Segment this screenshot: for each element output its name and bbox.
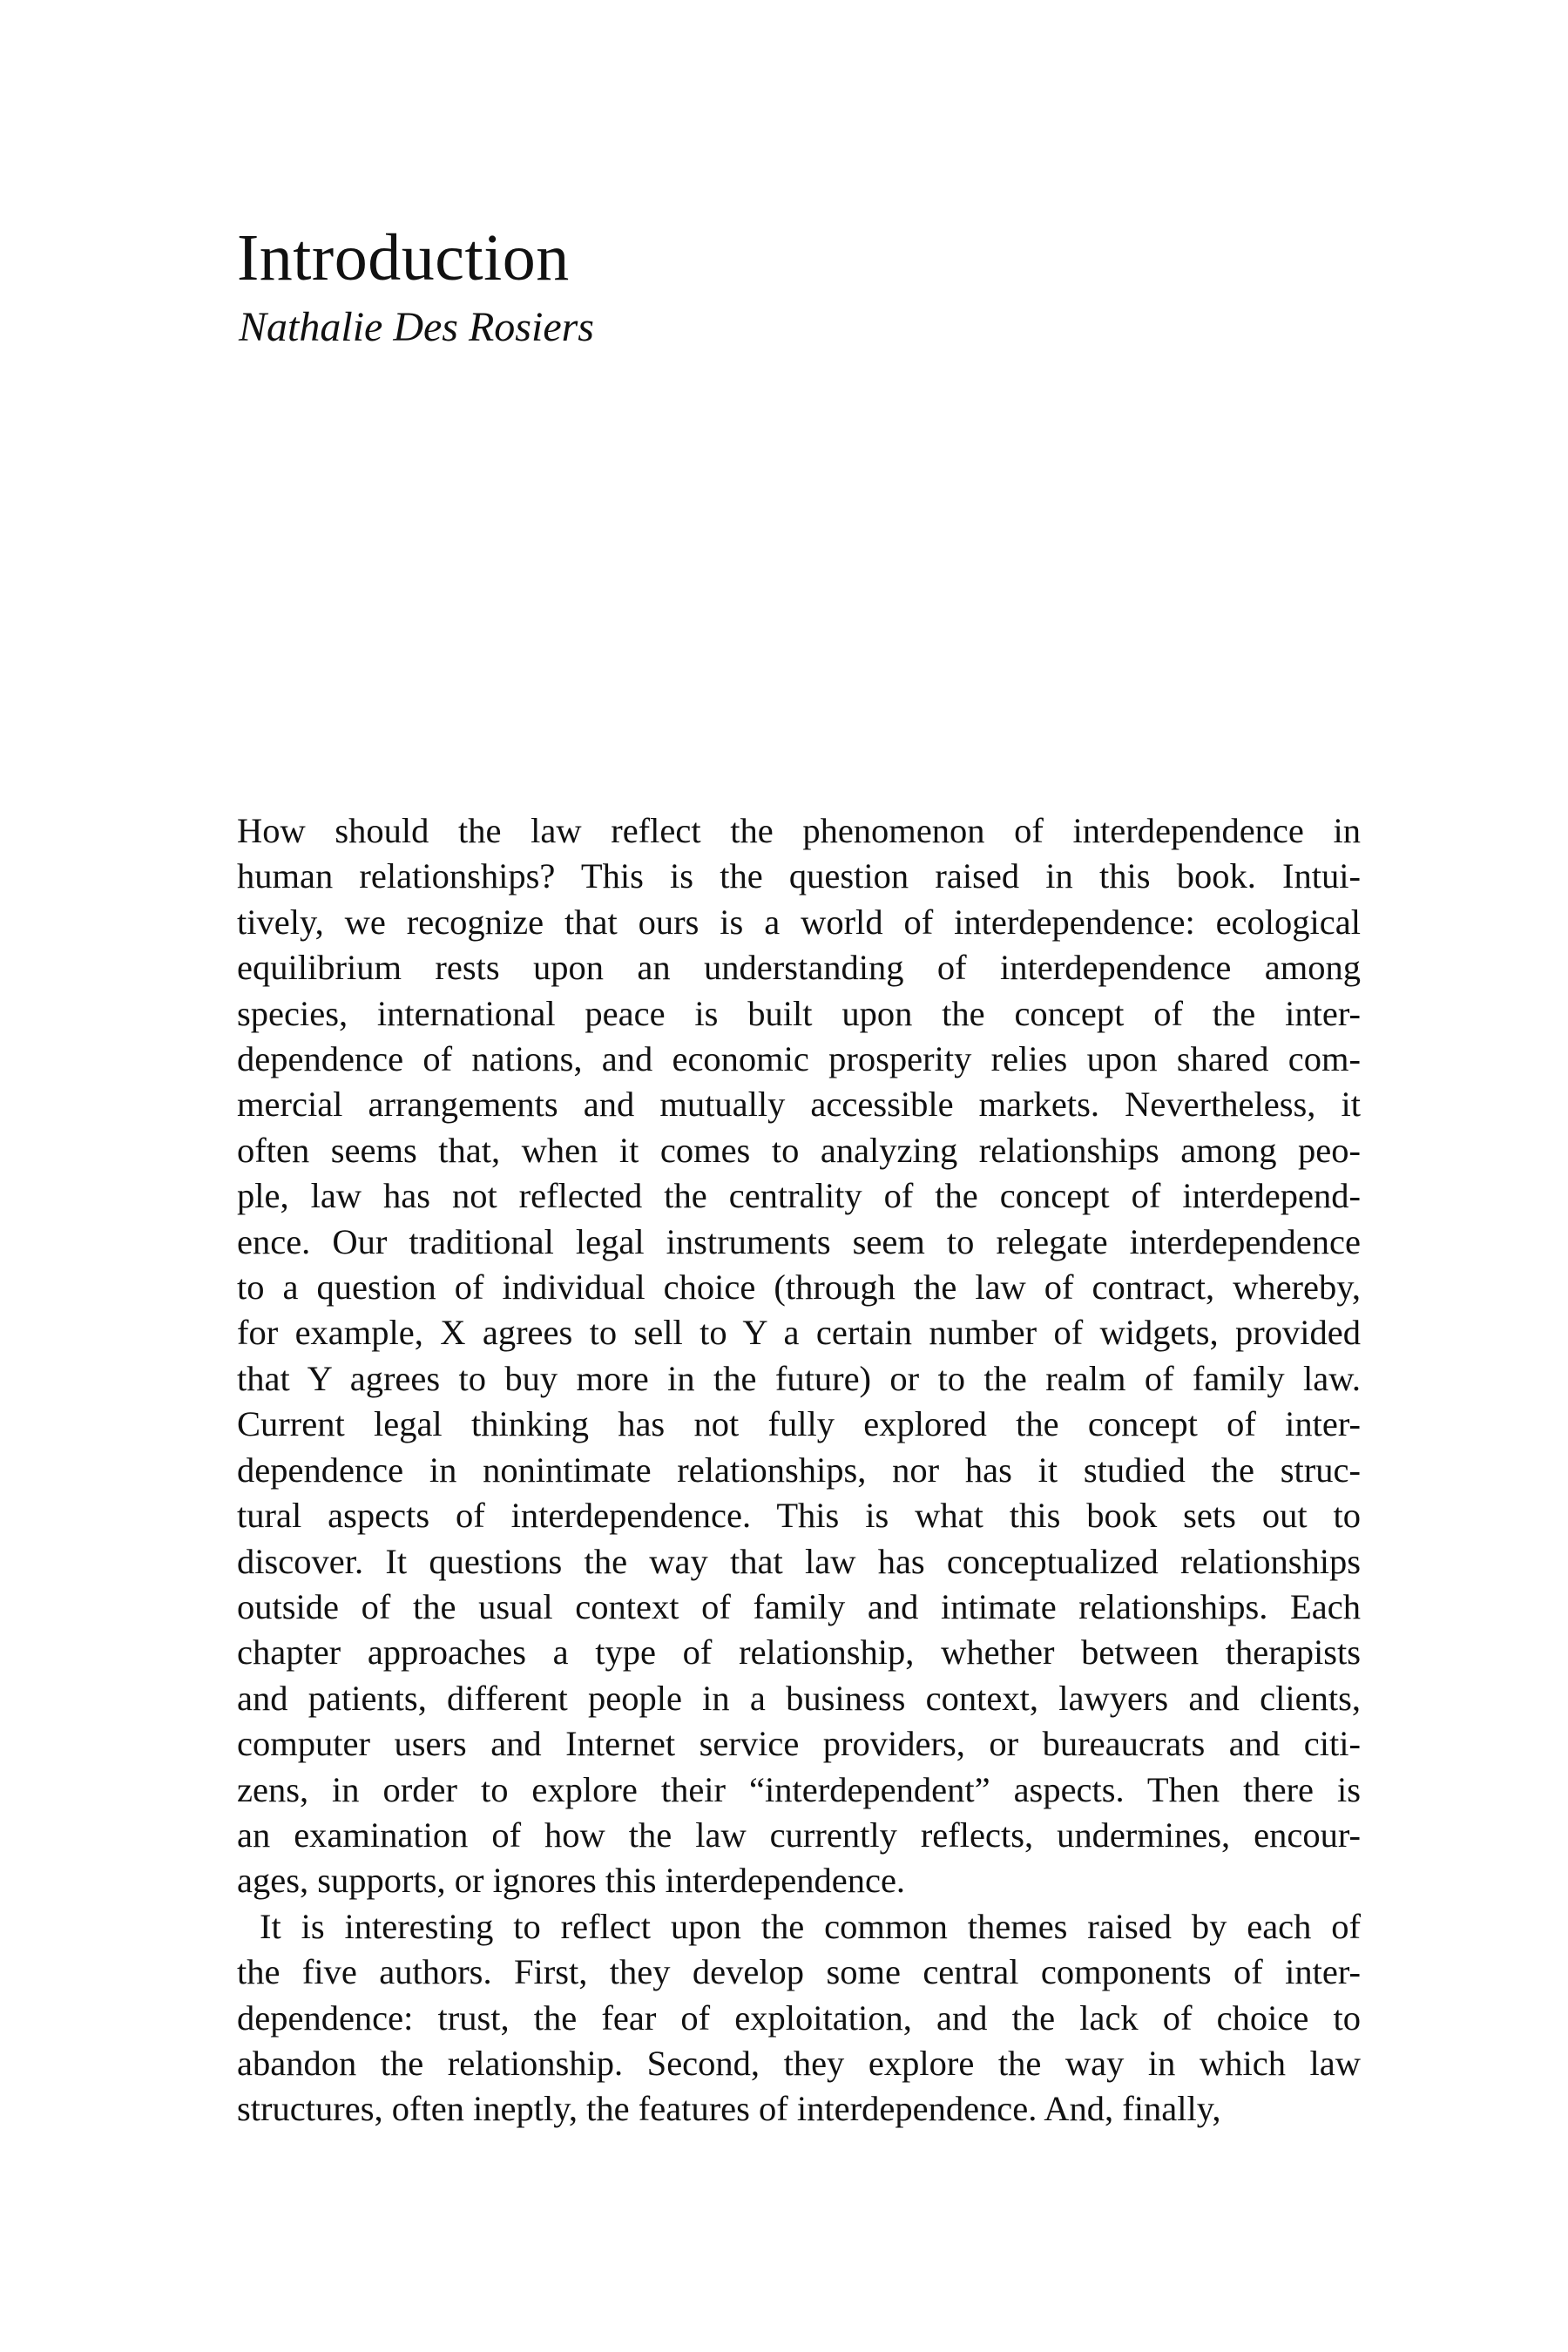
- text-line: tively, we recognize that ours is a world of interdependence: ecological: [237, 902, 1361, 942]
- text-line: dependence in nonintimate relationships, nor has it studied the struc-: [237, 1450, 1361, 1490]
- text-line: for example, X agrees to sell to Y a certain number of widgets, provided: [237, 1313, 1361, 1353]
- text-line: outside of the usual context of family and intimate relationships. Each: [237, 1586, 1361, 1626]
- text-line: an examination of how the law currently reflects, undermines, encour-: [237, 1815, 1361, 1855]
- text-line: structures, often ineptly, the features of interdependence. And, finally,: [237, 2089, 1221, 2129]
- text-line: ence. Our traditional legal instruments seem to relegate interdependence: [237, 1221, 1361, 1261]
- text-line: to a question of individual choice (through the law of contract, whereby,: [237, 1267, 1361, 1308]
- text-line: ages, supports, or ignores this interdependence.: [237, 1861, 906, 1901]
- text-line: chapter approaches a type of relationship, whether between therapists: [237, 1632, 1361, 1673]
- text-line: discover. It questions the way that law has conceptualized relationships: [237, 1541, 1361, 1581]
- text-line: computer users and Internet service providers, or bureaucrats and citi-: [237, 1724, 1361, 1764]
- text-line: tural aspects of interdependence. This is what this book sets out to: [237, 1496, 1361, 1536]
- text-line: zens, in order to explore their “interdependent” aspects. Then there is: [237, 1769, 1361, 1809]
- paragraph-2: [237, 1904, 1361, 2132]
- text-line: equilibrium rests upon an understanding of interdependence among: [237, 948, 1361, 988]
- text-line: ple, law has not reflected the centrality of the concept of interdepend-: [237, 1176, 1361, 1216]
- text-line: It is interesting to reflect upon the common themes raised by each of: [260, 1906, 1361, 1946]
- text-line: often seems that, when it comes to analyzing relationships among peo-: [237, 1130, 1361, 1170]
- text-line: the five authors. First, they develop some central components of inter-: [237, 1952, 1361, 1992]
- text-line: abandon the relationship. Second, they explore the way in which law: [237, 2043, 1361, 2083]
- author-name: Nathalie Des Rosiers: [239, 304, 594, 350]
- page-title: Introduction: [237, 221, 570, 294]
- text-line: dependence of nations, and economic prosperity relies upon shared com-: [237, 1039, 1361, 1079]
- text-line: species, international peace is built upon the concept of the inter-: [237, 993, 1361, 1033]
- body-text: [237, 808, 1361, 2132]
- text-line: How should the law reflect the phenomenon of interdependence in: [237, 811, 1361, 850]
- text-line: that Y agrees to buy more in the future) or to the realm of family law.: [237, 1358, 1361, 1398]
- text-line: Current legal thinking has not fully explored the concept of inter-: [237, 1404, 1361, 1444]
- paragraph-1: [237, 808, 1361, 1904]
- text-line: dependence: trust, the fear of exploitation, and the lack of choice to: [237, 1997, 1361, 2038]
- text-line: and patients, different people in a business context, lawyers and clients,: [237, 1678, 1361, 1718]
- text-line: mercial arrangements and mutually accessible markets. Nevertheless, it: [237, 1085, 1361, 1125]
- text-line: human relationships? This is the question raised in this book. Intui-: [237, 856, 1361, 896]
